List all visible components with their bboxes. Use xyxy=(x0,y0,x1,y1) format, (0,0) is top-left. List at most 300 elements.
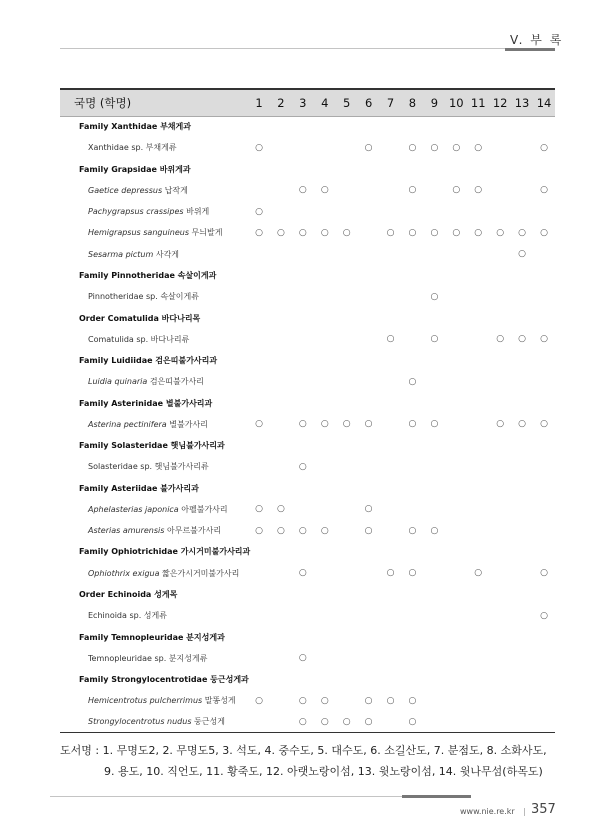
presence-cell xyxy=(533,329,555,350)
common-name: 검은띠불가사리 xyxy=(149,377,204,387)
presence-cell xyxy=(445,286,467,307)
species-name xyxy=(60,222,248,243)
table-group-row xyxy=(60,350,555,371)
column-header-site-5: 5 xyxy=(336,89,358,116)
presence-mark: ○ xyxy=(255,142,263,153)
presence-cell xyxy=(401,456,423,477)
presence-cell xyxy=(489,690,511,711)
presence-cell xyxy=(401,201,423,222)
presence-cell xyxy=(489,563,511,584)
column-header-site-2: 2 xyxy=(270,89,292,116)
presence-mark: ○ xyxy=(408,142,417,153)
presence-cell xyxy=(270,499,292,520)
presence-cell xyxy=(336,563,358,584)
presence-cell xyxy=(533,711,555,732)
presence-cell xyxy=(248,222,270,243)
presence-cell xyxy=(270,648,292,669)
presence-cell xyxy=(358,563,380,584)
presence-mark: ○ xyxy=(408,185,417,196)
presence-cell xyxy=(511,137,533,158)
table-group-row xyxy=(60,159,555,180)
presence-cell xyxy=(380,371,402,392)
presence-cell xyxy=(423,520,445,541)
species-name xyxy=(60,371,248,392)
presence-cell xyxy=(248,711,270,732)
presence-cell xyxy=(423,648,445,669)
column-header-site-6: 6 xyxy=(358,89,380,116)
presence-cell xyxy=(314,371,336,392)
column-header-site-8: 8 xyxy=(401,89,423,116)
presence-cell xyxy=(380,520,402,541)
presence-cell xyxy=(467,201,489,222)
species-name xyxy=(60,563,248,584)
presence-cell xyxy=(533,244,555,265)
taxon-group-label: Family Luidiidae 검은띠불가사리과 xyxy=(79,356,218,366)
table-row xyxy=(60,499,555,520)
species-name xyxy=(60,329,248,350)
presence-cell xyxy=(401,711,423,732)
presence-cell xyxy=(489,222,511,243)
presence-cell xyxy=(270,201,292,222)
presence-mark: ○ xyxy=(540,419,548,430)
presence-cell xyxy=(358,286,380,307)
species-name xyxy=(60,520,248,541)
presence-cell xyxy=(533,499,555,520)
presence-cell xyxy=(380,201,402,222)
presence-mark: ○ xyxy=(298,525,307,536)
presence-cell xyxy=(445,201,467,222)
presence-cell xyxy=(511,201,533,222)
presence-mark: ○ xyxy=(408,695,417,706)
presence-mark: ○ xyxy=(298,653,307,664)
table-row xyxy=(60,222,555,243)
presence-cell xyxy=(467,499,489,520)
page-number: 357 xyxy=(531,802,556,817)
common-name: Temnopleuridae sp. 분지성게류 xyxy=(88,653,208,663)
presence-cell xyxy=(423,499,445,520)
presence-cell xyxy=(314,520,336,541)
presence-cell xyxy=(445,605,467,626)
common-name: 아무르불가사리 xyxy=(166,526,222,536)
taxon-group-label: Family Temnopleuridae 분지성게과 xyxy=(79,632,225,642)
presence-mark: ○ xyxy=(342,419,351,430)
presence-mark: ○ xyxy=(408,568,417,579)
presence-mark: ○ xyxy=(408,525,417,536)
presence-cell xyxy=(270,520,292,541)
presence-cell xyxy=(489,605,511,626)
presence-cell xyxy=(358,414,380,435)
species-name xyxy=(60,499,248,520)
presence-mark: ○ xyxy=(430,291,439,302)
presence-mark: ○ xyxy=(276,227,285,238)
presence-cell xyxy=(423,201,445,222)
presence-cell xyxy=(423,563,445,584)
presence-cell xyxy=(467,371,489,392)
presence-cell xyxy=(270,244,292,265)
presence-cell xyxy=(314,605,336,626)
presence-cell xyxy=(336,648,358,669)
presence-cell xyxy=(511,180,533,201)
common-name: 바위게 xyxy=(186,207,210,217)
presence-mark: ○ xyxy=(255,227,263,238)
presence-cell xyxy=(292,648,314,669)
presence-cell xyxy=(423,414,445,435)
presence-cell xyxy=(489,329,511,350)
table-row xyxy=(60,605,555,626)
presence-cell xyxy=(489,456,511,477)
presence-cell xyxy=(314,329,336,350)
presence-cell xyxy=(511,711,533,732)
presence-cell xyxy=(401,244,423,265)
presence-cell xyxy=(336,137,358,158)
column-header-site-11: 11 xyxy=(467,89,489,116)
presence-cell xyxy=(248,371,270,392)
presence-cell xyxy=(489,711,511,732)
presence-mark: ○ xyxy=(255,206,263,217)
table-row xyxy=(60,137,555,158)
presence-cell xyxy=(336,456,358,477)
common-name: 무늬발게 xyxy=(191,228,223,238)
presence-cell xyxy=(358,222,380,243)
presence-cell xyxy=(401,414,423,435)
table-group-row xyxy=(60,392,555,413)
presence-mark: ○ xyxy=(430,227,439,238)
species-name xyxy=(60,605,248,626)
presence-cell xyxy=(270,605,292,626)
presence-cell xyxy=(314,180,336,201)
footer-separator: | xyxy=(523,807,526,816)
presence-cell xyxy=(380,605,402,626)
presence-cell xyxy=(314,456,336,477)
header-rule xyxy=(60,48,555,49)
presence-cell xyxy=(401,563,423,584)
species-name xyxy=(60,286,248,307)
presence-cell xyxy=(336,286,358,307)
presence-cell xyxy=(401,329,423,350)
presence-cell xyxy=(423,371,445,392)
presence-cell xyxy=(270,456,292,477)
presence-cell xyxy=(336,201,358,222)
presence-mark: ○ xyxy=(452,227,461,238)
presence-mark: ○ xyxy=(255,419,263,430)
presence-cell xyxy=(401,690,423,711)
scientific-name: Hemicentrotus pulcherrimus xyxy=(88,696,203,706)
presence-cell xyxy=(533,605,555,626)
table-group-row xyxy=(60,435,555,456)
presence-cell xyxy=(401,520,423,541)
section-title: V. 부 록 xyxy=(510,33,564,47)
presence-cell xyxy=(358,244,380,265)
presence-cell xyxy=(533,520,555,541)
table-row xyxy=(60,180,555,201)
presence-mark: ○ xyxy=(540,334,548,345)
presence-mark: ○ xyxy=(474,227,483,238)
presence-mark: ○ xyxy=(474,185,483,196)
presence-mark: ○ xyxy=(320,185,329,196)
table-row xyxy=(60,648,555,669)
presence-cell xyxy=(380,690,402,711)
presence-cell xyxy=(248,414,270,435)
presence-cell xyxy=(270,329,292,350)
common-name: Solasteridae sp. 햇님불가사리류 xyxy=(88,462,209,472)
presence-cell xyxy=(292,137,314,158)
presence-mark: ○ xyxy=(364,142,373,153)
common-name: 아펠불가사리 xyxy=(181,504,228,514)
presence-cell xyxy=(511,605,533,626)
presence-cell xyxy=(511,329,533,350)
presence-cell xyxy=(533,456,555,477)
presence-cell xyxy=(423,286,445,307)
presence-cell xyxy=(533,414,555,435)
scientific-name: Sesarma pictum xyxy=(88,249,154,259)
presence-cell xyxy=(314,711,336,732)
presence-cell xyxy=(270,414,292,435)
presence-cell xyxy=(358,711,380,732)
presence-cell xyxy=(292,563,314,584)
presence-cell xyxy=(314,222,336,243)
presence-cell xyxy=(467,456,489,477)
scientific-name: Aphelasterias japonica xyxy=(88,504,179,514)
presence-cell xyxy=(445,180,467,201)
presence-mark: ○ xyxy=(298,568,307,579)
presence-cell xyxy=(489,201,511,222)
presence-mark: ○ xyxy=(364,419,373,430)
table-row xyxy=(60,244,555,265)
table-group-row xyxy=(60,265,555,286)
presence-cell xyxy=(248,563,270,584)
presence-cell xyxy=(445,563,467,584)
presence-cell xyxy=(445,244,467,265)
presence-cell xyxy=(445,371,467,392)
presence-mark: ○ xyxy=(342,227,351,238)
presence-mark: ○ xyxy=(408,376,417,387)
presence-mark: ○ xyxy=(496,227,505,238)
common-name: 사각게 xyxy=(155,249,180,259)
presence-cell xyxy=(248,690,270,711)
presence-mark: ○ xyxy=(452,142,461,153)
presence-cell xyxy=(380,499,402,520)
presence-cell xyxy=(445,499,467,520)
table-row xyxy=(60,520,555,541)
presence-cell xyxy=(292,711,314,732)
common-name: Comatulida sp. 바다나리류 xyxy=(88,334,190,344)
presence-cell xyxy=(445,137,467,158)
presence-mark: ○ xyxy=(386,568,395,579)
column-header-site-3: 3 xyxy=(292,89,314,116)
presence-cell xyxy=(401,180,423,201)
presence-cell xyxy=(358,499,380,520)
presence-cell xyxy=(358,137,380,158)
presence-cell xyxy=(445,456,467,477)
presence-mark: ○ xyxy=(540,610,548,621)
presence-cell xyxy=(292,499,314,520)
presence-mark: ○ xyxy=(386,227,395,238)
table-row xyxy=(60,563,555,584)
presence-cell xyxy=(358,605,380,626)
presence-mark: ○ xyxy=(320,227,329,238)
common-name: 별불가사리 xyxy=(169,419,208,429)
presence-cell xyxy=(270,711,292,732)
presence-cell xyxy=(358,520,380,541)
taxon-group-label: Order Echinoida 성게목 xyxy=(79,589,178,599)
presence-mark: ○ xyxy=(298,185,307,196)
presence-cell xyxy=(248,244,270,265)
scientific-name: Pachygrapsus crassipes xyxy=(88,207,184,217)
presence-cell xyxy=(336,244,358,265)
presence-cell xyxy=(445,648,467,669)
presence-cell xyxy=(358,329,380,350)
presence-cell xyxy=(292,329,314,350)
footer-rule-accent xyxy=(402,795,471,798)
common-name: Echinoida sp. 성게류 xyxy=(88,611,167,621)
presence-cell xyxy=(270,690,292,711)
presence-cell xyxy=(336,520,358,541)
taxon-group-label: Family Pinnotheridae 속살이게과 xyxy=(79,270,217,280)
presence-cell xyxy=(533,563,555,584)
presence-cell xyxy=(336,222,358,243)
taxon-group-label: Family Xanthidae 부채게과 xyxy=(79,122,191,132)
presence-cell xyxy=(380,222,402,243)
presence-cell xyxy=(511,690,533,711)
presence-cell xyxy=(467,180,489,201)
presence-mark: ○ xyxy=(540,142,548,153)
header-rule-accent xyxy=(505,48,555,51)
taxon-group-label: Order Comatulida 바다나리목 xyxy=(79,313,201,323)
presence-cell xyxy=(533,371,555,392)
scientific-name: Gaetice depressus xyxy=(88,185,163,195)
presence-cell xyxy=(270,286,292,307)
presence-mark: ○ xyxy=(276,525,285,536)
scientific-name: Luidia quinaria xyxy=(88,377,148,387)
presence-cell xyxy=(401,371,423,392)
presence-cell xyxy=(445,520,467,541)
presence-cell xyxy=(423,690,445,711)
presence-cell xyxy=(489,180,511,201)
column-header-site-10: 10 xyxy=(445,89,467,116)
presence-cell xyxy=(314,286,336,307)
table-group-row xyxy=(60,584,555,605)
presence-mark: ○ xyxy=(386,695,395,706)
presence-cell xyxy=(511,414,533,435)
common-name: 둥근성게 xyxy=(194,717,225,727)
table-row xyxy=(60,414,555,435)
presence-mark: ○ xyxy=(540,568,548,579)
table-row xyxy=(60,456,555,477)
presence-cell xyxy=(248,648,270,669)
presence-cell xyxy=(292,456,314,477)
presence-mark: ○ xyxy=(518,227,526,238)
table-group-row xyxy=(60,116,555,137)
presence-cell xyxy=(292,371,314,392)
presence-mark: ○ xyxy=(430,419,439,430)
presence-cell xyxy=(248,201,270,222)
presence-cell xyxy=(511,499,533,520)
table-row xyxy=(60,201,555,222)
presence-cell xyxy=(445,222,467,243)
presence-cell xyxy=(489,286,511,307)
common-name: 말똥성게 xyxy=(204,696,236,706)
presence-cell xyxy=(314,648,336,669)
common-name: 납작게 xyxy=(164,185,188,195)
scientific-name: Asterina pectinifera xyxy=(88,419,167,429)
taxon-group-label: Family Asteriidae 불가사리과 xyxy=(79,483,199,493)
presence-cell xyxy=(489,414,511,435)
presence-mark: ○ xyxy=(276,504,285,515)
presence-cell xyxy=(380,180,402,201)
presence-mark: ○ xyxy=(408,419,417,430)
presence-cell xyxy=(314,499,336,520)
presence-cell xyxy=(248,286,270,307)
presence-cell xyxy=(248,456,270,477)
column-header-site-13: 13 xyxy=(511,89,533,116)
scientific-name: Strongylocentrotus nudus xyxy=(88,717,192,727)
presence-mark: ○ xyxy=(364,504,373,515)
presence-cell xyxy=(511,520,533,541)
presence-cell xyxy=(380,648,402,669)
presence-mark: ○ xyxy=(320,716,329,727)
presence-cell xyxy=(445,690,467,711)
table-group-row xyxy=(60,478,555,499)
presence-cell xyxy=(314,563,336,584)
species-name xyxy=(60,648,248,669)
presence-mark: ○ xyxy=(298,419,307,430)
presence-cell xyxy=(489,499,511,520)
presence-cell xyxy=(248,499,270,520)
presence-cell xyxy=(380,286,402,307)
presence-mark: ○ xyxy=(518,249,526,260)
presence-mark: ○ xyxy=(320,695,329,706)
presence-cell xyxy=(380,711,402,732)
presence-cell xyxy=(292,605,314,626)
presence-cell xyxy=(380,137,402,158)
presence-cell xyxy=(248,520,270,541)
presence-mark: ○ xyxy=(430,525,439,536)
presence-mark: ○ xyxy=(364,525,373,536)
presence-cell xyxy=(489,137,511,158)
table-row xyxy=(60,286,555,307)
presence-cell xyxy=(292,244,314,265)
presence-mark: ○ xyxy=(364,695,373,706)
column-header-site-9: 9 xyxy=(423,89,445,116)
presence-cell xyxy=(467,414,489,435)
presence-cell xyxy=(358,456,380,477)
presence-cell xyxy=(467,605,489,626)
presence-cell xyxy=(336,605,358,626)
presence-mark: ○ xyxy=(496,419,505,430)
presence-cell xyxy=(292,222,314,243)
presence-cell xyxy=(336,499,358,520)
footnote-line-2: 9. 용도, 10. 직언도, 11. 황죽도, 12. 아랫노랑이섬, 13. 윗노랑이섬, 14. 윗나무섬(하목도) xyxy=(104,765,543,778)
species-name xyxy=(60,711,248,732)
presence-mark: ○ xyxy=(430,334,439,345)
presence-cell xyxy=(314,201,336,222)
presence-mark: ○ xyxy=(298,695,307,706)
column-header-site-14: 14 xyxy=(533,89,555,116)
taxon-group-label: Family Ophiotrichidae 가시거미불가사리과 xyxy=(79,547,251,557)
presence-cell xyxy=(248,180,270,201)
scientific-name: Ophiothrix exigua xyxy=(88,568,160,578)
presence-cell xyxy=(533,180,555,201)
presence-cell xyxy=(292,520,314,541)
presence-cell xyxy=(380,329,402,350)
presence-mark: ○ xyxy=(298,716,307,727)
presence-cell xyxy=(467,329,489,350)
presence-mark: ○ xyxy=(364,716,373,727)
presence-mark: ○ xyxy=(255,525,263,536)
species-name xyxy=(60,690,248,711)
presence-mark: ○ xyxy=(518,419,526,430)
presence-cell xyxy=(533,690,555,711)
